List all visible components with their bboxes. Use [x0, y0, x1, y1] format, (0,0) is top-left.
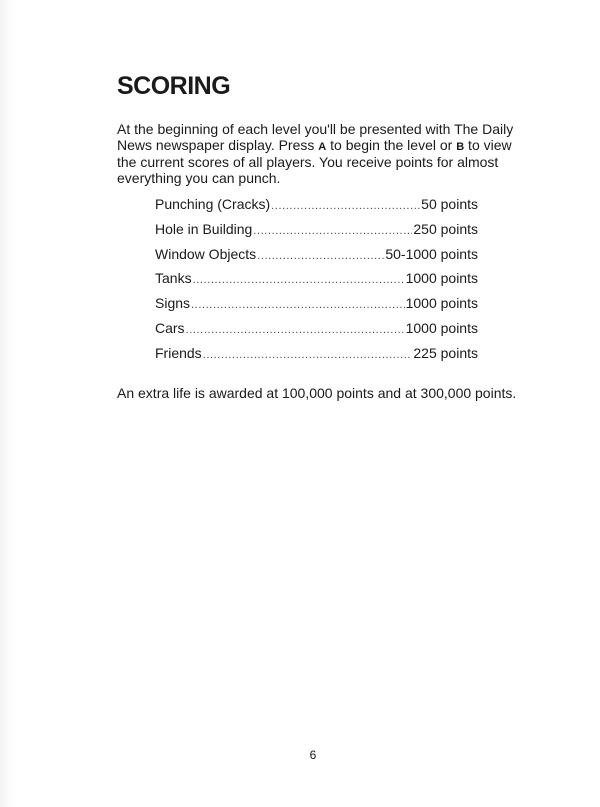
score-label: Window Objects: [155, 245, 257, 262]
dot-leader: [253, 225, 412, 237]
intro-text-2: to begin the level or: [326, 136, 457, 153]
scan-edge: [0, 0, 14, 807]
score-row: [155, 270, 478, 295]
score-label: Signs: [155, 295, 191, 312]
dot-leader: [191, 299, 405, 311]
extra-life-paragraph: An extra life is awarded at 100,000 points and at 300,000 points.: [117, 385, 517, 401]
score-row: [155, 246, 478, 271]
intro-paragraph: [117, 122, 517, 186]
score-row: [155, 196, 478, 221]
dot-leader: [186, 324, 405, 336]
score-value: 250 points: [413, 220, 478, 237]
dot-leader: [257, 250, 384, 262]
score-label: Punching (Cracks): [155, 196, 271, 212]
score-row: [155, 345, 478, 370]
score-row: [155, 295, 478, 320]
score-value: 50-1000 points: [385, 245, 478, 262]
score-value: 1000 points: [405, 270, 478, 287]
intro-text-1: At the beginning of each level you'll be presented with The Daily News newspaper display. Press: [117, 121, 514, 153]
dot-leader: [193, 274, 405, 286]
score-value: 225 points: [413, 344, 478, 361]
score-label: Cars: [155, 319, 185, 336]
score-row: [155, 221, 478, 246]
intro-text-3: to view the current scores of all players. You receive points for almost everything you can punch.: [117, 136, 512, 186]
score-label: Friends: [155, 344, 202, 361]
page-number: 6: [309, 748, 317, 762]
dot-leader: [203, 349, 413, 361]
score-value: 50 points: [421, 196, 478, 212]
score-value: 1000 points: [405, 319, 478, 336]
page-heading: SCORING: [117, 72, 231, 100]
score-row: [155, 320, 478, 345]
score-table: [155, 196, 478, 370]
score-value: 1000 points: [405, 295, 478, 312]
score-label: Hole in Building: [155, 220, 253, 237]
dot-leader: [271, 200, 420, 212]
key-b: B: [456, 140, 465, 153]
score-label: Tanks: [155, 270, 192, 287]
key-a: A: [318, 140, 327, 153]
